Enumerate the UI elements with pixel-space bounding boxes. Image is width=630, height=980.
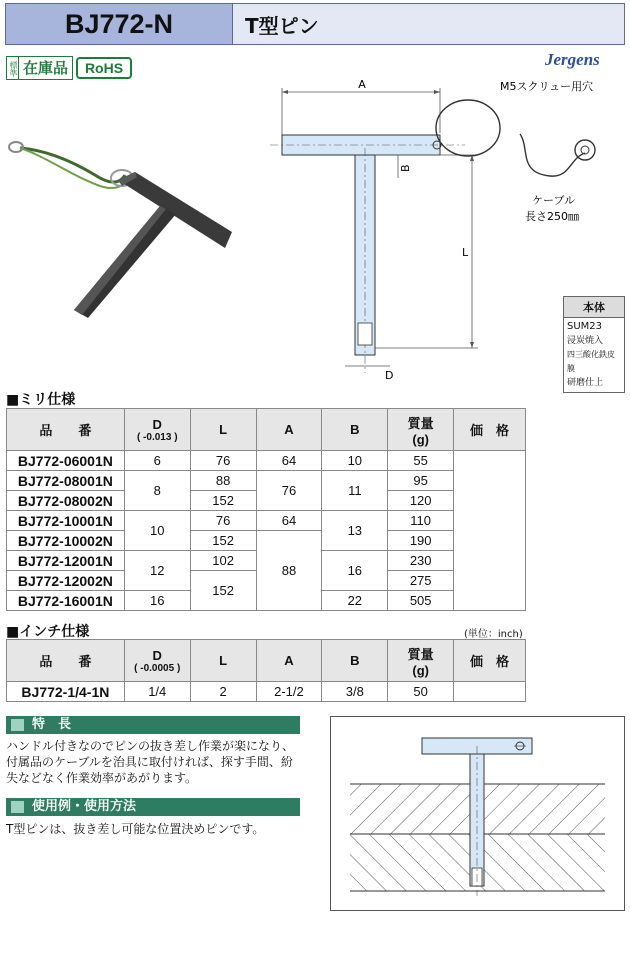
inch-section-title: ■インチ仕様 [6,624,90,640]
col-l: L [190,409,256,451]
cable-length-label: 長さ250㎜ [525,210,579,223]
cable-loop-icon [9,142,133,188]
material-line: 研磨仕上 [567,378,604,388]
col-mass: 質量 (g) [388,409,454,451]
rohs-badge: RoHS [76,57,132,79]
stock-badge-label: 在庫品 [23,59,69,77]
col-a: A [256,640,322,682]
unit-note: (単位：inch) [464,629,523,640]
col-b: B [322,409,388,451]
metric-section-title: ■ミリ仕様 [6,392,76,408]
usage-text: T型ピンは、抜き差し可能な位置決めピンです。 [6,822,265,836]
table-row: BJ772-12001N 12 102 16 230 [7,551,526,571]
dim-b-label: B [399,164,412,172]
table-row: BJ772-10002N 152 88 190 [7,531,526,551]
table-row: BJ772-12002N 152 275 [7,571,526,591]
col-price: 価 格 [454,640,526,682]
col-mass: 質量 (g) [388,640,454,682]
material-line: 四三酸化鉄皮膜 [567,350,615,373]
table-row: BJ772-08002N 152 120 [7,491,526,511]
col-b: B [322,640,388,682]
dim-d-label: D [385,369,394,382]
material-line: SUM23 [567,321,603,332]
pin-icon [74,172,232,318]
screw-hole-label: M5スクリュー用穴 [500,80,594,93]
col-d: D ( -0.013 ) [124,409,190,451]
model-number: BJ772-N [5,3,233,45]
col-price: 価 格 [454,409,526,451]
col-l: L [190,640,256,682]
material-header: 本体 [564,297,624,318]
table-row: BJ772-10001N 10 76 64 13 110 [7,511,526,531]
col-code: 品 番 [7,640,125,682]
page-title: T型ピン [233,3,625,45]
dim-a-label: A [358,78,366,91]
table-row: BJ772-1/4-1N 1/4 2 2-1/2 3/8 50 [7,682,526,702]
dim-l-label: L [462,246,469,259]
usage-illustration [330,716,625,911]
stock-badge [6,56,73,80]
table-row: BJ772-16001N 16 22 505 [7,591,526,611]
col-code: 品 番 [7,409,125,451]
metric-spec-table [6,408,526,611]
usage-title: 使用例・使用方法 [6,798,300,816]
stock-badge-vertical: 標準 [7,57,19,79]
table-row: BJ772-08001N 8 88 76 11 95 [7,471,526,491]
product-photo [0,120,250,320]
features-title: 特 長 [6,716,300,734]
material-box [563,296,625,393]
col-d: D ( -0.0005 ) [124,640,190,682]
cable-icon [436,100,595,176]
material-line: 浸炭焼入 [567,336,604,346]
brand-logo: Jergens [545,50,600,69]
col-a: A [256,409,322,451]
table-row: BJ772-06001N 6 76 64 10 55 [7,451,526,471]
inch-spec-table [6,639,526,702]
features-text: ハンドル付きなのでピンの抜き差し作業が楽になり、付属品のケーブルを治具に取付ければ、探す手間、紛失などなく作業効率があがります。 [6,739,295,785]
cable-label: ケーブル [532,194,576,207]
